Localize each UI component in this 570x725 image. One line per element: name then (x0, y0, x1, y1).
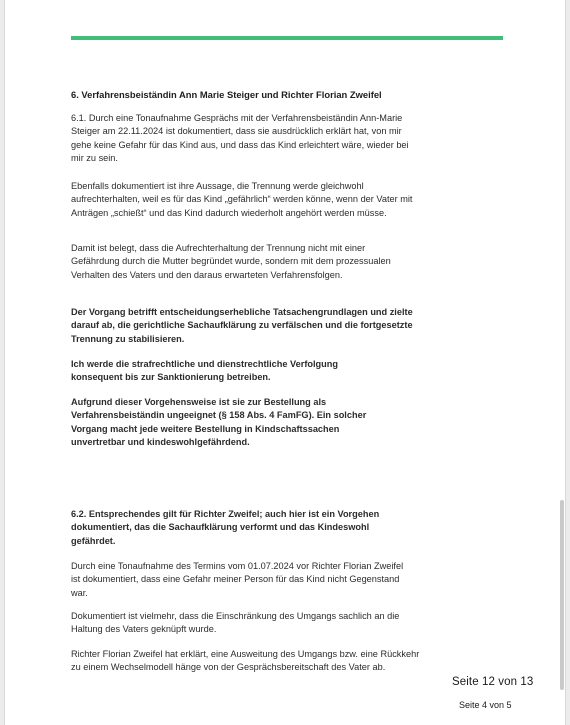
paragraph-hearing: Durch eine Tonaufnahme des Termins vom 01.07.2024 vor Richter Florian Zweifel ist dokumentiert, dass eine Gefahr meiner Person für das Kind nicht Gegenstand war. (71, 561, 404, 598)
paragraph-bold-unsuitable: Aufgrund dieser Vorgehensweise ist sie zur Bestellung als Verfahrensbeiständin ungeeignet (§ 158 Abs. 4 FamFG). Ein solcher Vorgang macht jede weitere Bestellung in Kindschaftssachen unvertretbar und kindeswohlgefährdend. (71, 397, 367, 448)
vertical-scrollbar[interactable] (560, 500, 564, 690)
paragraph-judge-statement: Richter Florian Zweifel hat erklärt, eine Ausweitung des Umgangs bzw. eine Rückkehr zu einem Wechselmodell hänge von der Gesprächsbereitschaft des Vater ab. (71, 649, 420, 673)
paragraph-bold-prosecution: Ich werde die strafrechtliche und dienstrechtliche Verfolgung konsequent bis zur Sanktionierung betreiben. (71, 359, 339, 383)
document-page (4, 0, 566, 725)
section-heading: 6. Verfahrensbeiständin Ann Marie Steiger und Richter Florian Zweifel (71, 89, 382, 100)
paragraph-statement: Ebenfalls dokumentiert ist ihre Aussage, die Trennung werde gleichwohl aufrechterhalten, weil es für das Kind „gefährlich“ werden könne, wenn der Vater mit Anträgen „schießt“ und das Kind dadurch wiederholt angehört werden müsse. (71, 181, 413, 218)
paragraph-6-1: 6.1. Durch eine Tonaufnahme Gesprächs mit der Verfahrensbeiständin Ann-Marie Steiger am 22.11.2024 ist dokumentiert, dass sie ausdrücklich erklärt hat, von mir gehe keine Gefahr für das Kind aus, und dass das Kind erleichtert wäre, wieder bei mir zu sein. (71, 113, 409, 164)
paragraph-evidence: Damit ist belegt, dass die Aufrechterhaltung der Trennung nicht mit einer Gefährdung durch die Mutter begründet wurde, sondern mit dem prozessualen Verhalten des Vaters und den daraus erwarteten Verfahrensfolgen. (71, 243, 391, 280)
paragraph-bold-facts: Der Vorgang betrifft entscheidungserhebliche Tatsachengrundlagen und zielte darauf ab, die gerichtliche Sachaufklärung zu verfälschen und die fortgesetzte Trennung zu stabilisieren. (71, 307, 413, 344)
page-footer: Seite 4 von 5 (459, 700, 512, 710)
paragraph-6-2: 6.2. Entsprechendes gilt für Richter Zweifel; auch hier ist ein Vorgehen dokumentiert, das die Sachaufklärung verformt und das Kindeswohl gefährdet. (71, 509, 380, 546)
paragraph-restriction: Dokumentiert ist vielmehr, dass die Einschränkung des Umgangs sachlich an die Haltung des Vaters geknüpft wurde. (71, 611, 400, 635)
header-accent-rule (71, 36, 503, 40)
page-indicator: Seite 12 von 13 (452, 676, 534, 688)
